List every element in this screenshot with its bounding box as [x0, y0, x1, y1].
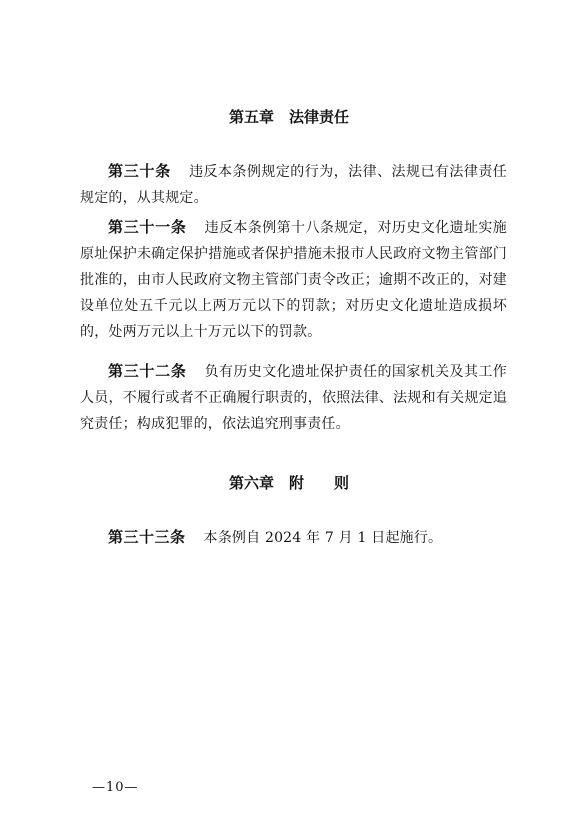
article-text: 本条例自 2024 年 7 月 1 日起施行。 — [203, 530, 443, 546]
chapter-heading: 第六章 附 则 — [228, 474, 349, 492]
article-paragraph — [80, 358, 507, 437]
article-paragraph — [80, 524, 507, 551]
article-number: 第三十条 — [108, 162, 172, 180]
article-number: 第三十三条 — [108, 528, 186, 546]
page-number: —10— — [92, 780, 139, 795]
article-text: 负有历史文化遗址保护责任的国家机关及其工作人员，不履行或者不正确履行职责的，依照法律、法规和有关规定追究责任；构成犯罪的，依法追究刑事责任。 — [80, 364, 507, 432]
article-number: 第三十一条 — [108, 218, 187, 236]
article-text: 违反本条例第十八条规定，对历史文化遗址实施原址保护未确定保护措施或者保护措施未报市人民政府文物主管部门批准的，由市人民政府文物主管部门责令改正；逾期不改正的，对建设单位处五千元以上两万元以下的罚款；对历史文化遗址造成损坏的，处两万元以上十万元以下的罚款。 — [80, 220, 507, 340]
chapter-heading: 第五章 法律责任 — [228, 108, 349, 126]
article-paragraph — [80, 158, 507, 211]
article-number: 第三十二条 — [108, 362, 187, 380]
article-paragraph — [80, 214, 507, 345]
article-text: 违反本条例规定的行为，法律、法规已有法律责任规定的，从其规定。 — [80, 164, 507, 206]
